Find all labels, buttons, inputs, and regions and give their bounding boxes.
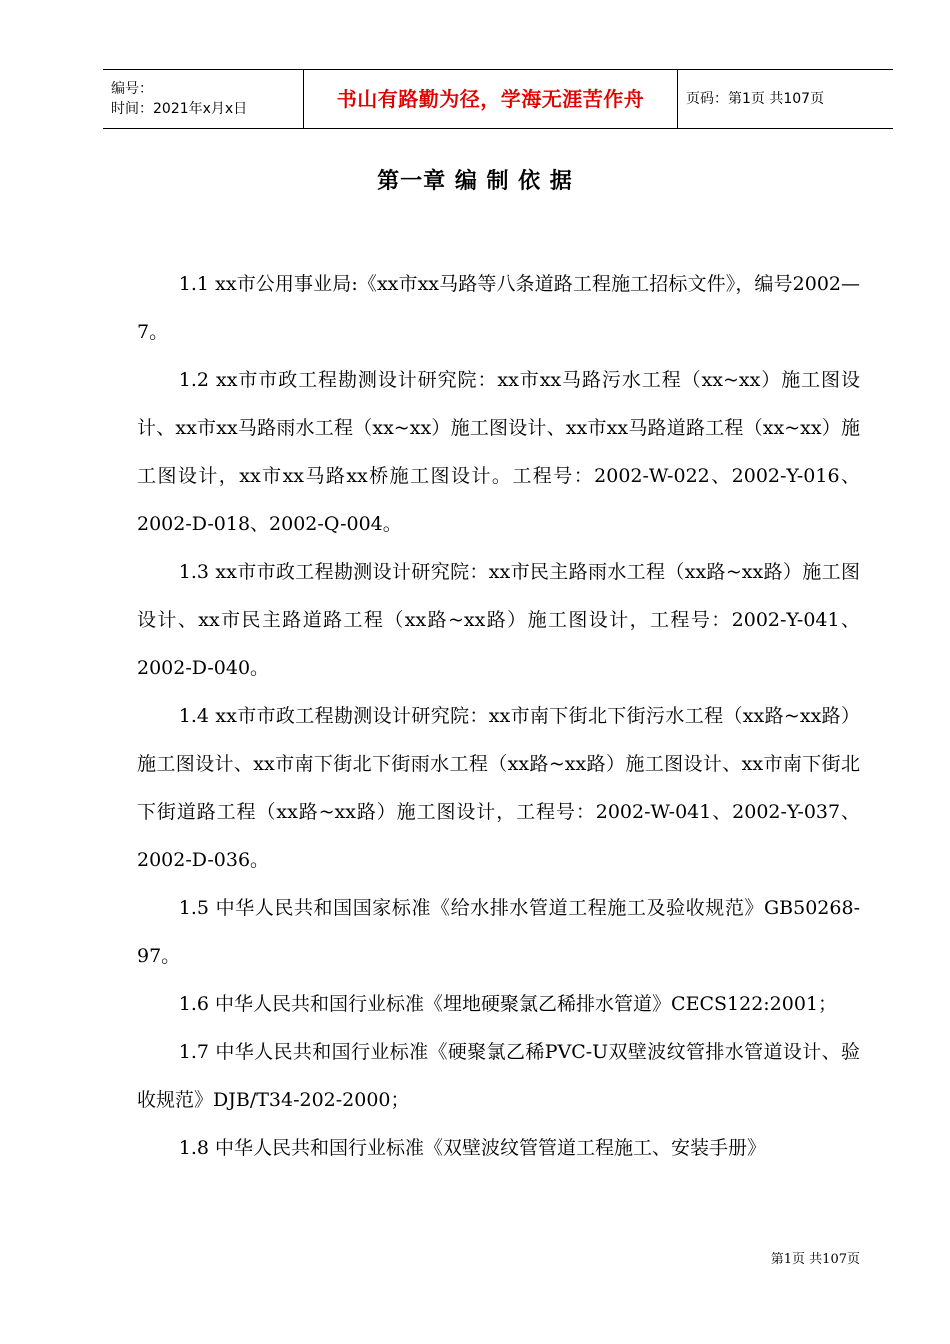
header-page-info: 页码：第1页 共107页 bbox=[686, 91, 825, 107]
page-footer: 第1页 共107页 bbox=[770, 1252, 860, 1267]
paragraph-1-5: 1.5 中华人民共和国国家标准《给水排水管道工程施工及验收规范》GB50268-97。 bbox=[137, 897, 860, 967]
paragraph-1-8: 1.8 中华人民共和国行业标准《双壁波纹管管道工程施工、安装手册》 bbox=[178, 1137, 767, 1159]
paragraph-1-4: 1.4 xx市市政工程勘测设计研究院：xx市南下街北下街污水工程（xx路~xx路）施工图设计、xx市南下街北下街雨水工程（xx路~xx路）施工图设计、xx市南下街北下街道路工程（xx路~xx路）施工图设计，工程号：2002-W-041、2002-Y-037、2002-D-036。 bbox=[137, 705, 860, 871]
document-header bbox=[103, 69, 893, 129]
header-meta-cell bbox=[103, 70, 304, 128]
document-number-label: 编号： bbox=[111, 81, 153, 97]
paragraph-1-6: 1.6 中华人民共和国行业标准《埋地硬聚氯乙稀排水管道》CECS122:2001； bbox=[178, 993, 838, 1015]
header-motto-cell bbox=[304, 70, 678, 128]
paragraph-1-1: 1.1 xx市公用事业局:《xx市xx马路等八条道路工程施工招标文件》，编号2002—7。 bbox=[137, 273, 860, 343]
document-body bbox=[137, 260, 860, 1172]
header-motto: 书山有路勤为径，学海无涯苦作舟 bbox=[336, 87, 645, 111]
paragraph-1-7: 1.7 中华人民共和国行业标准《硬聚氯乙稀PVC-U双壁波纹管排水管道设计、验收规范》DJB/T34-202-2000； bbox=[137, 1041, 860, 1111]
header-page-cell bbox=[678, 70, 893, 128]
paragraph-1-2: 1.2 xx市市政工程勘测设计研究院：xx市xx马路污水工程（xx~xx）施工图设计、xx市xx马路雨水工程（xx~xx）施工图设计、xx市xx马路道路工程（xx~xx）施工图设计，xx市xx马路xx桥施工图设计。工程号：2002-W-022、2002-Y-016、2002-D-018、2002-Q-004。 bbox=[137, 369, 860, 535]
document-time: 时间：2021年x月x日 bbox=[111, 101, 248, 117]
paragraph-1-3: 1.3 xx市市政工程勘测设计研究院：xx市民主路雨水工程（xx路~xx路）施工图设计、xx市民主路道路工程（xx路~xx路）施工图设计，工程号：2002-Y-041、2002-D-040。 bbox=[137, 561, 860, 679]
chapter-title: 第一章 编 制 依 据 bbox=[377, 169, 573, 194]
